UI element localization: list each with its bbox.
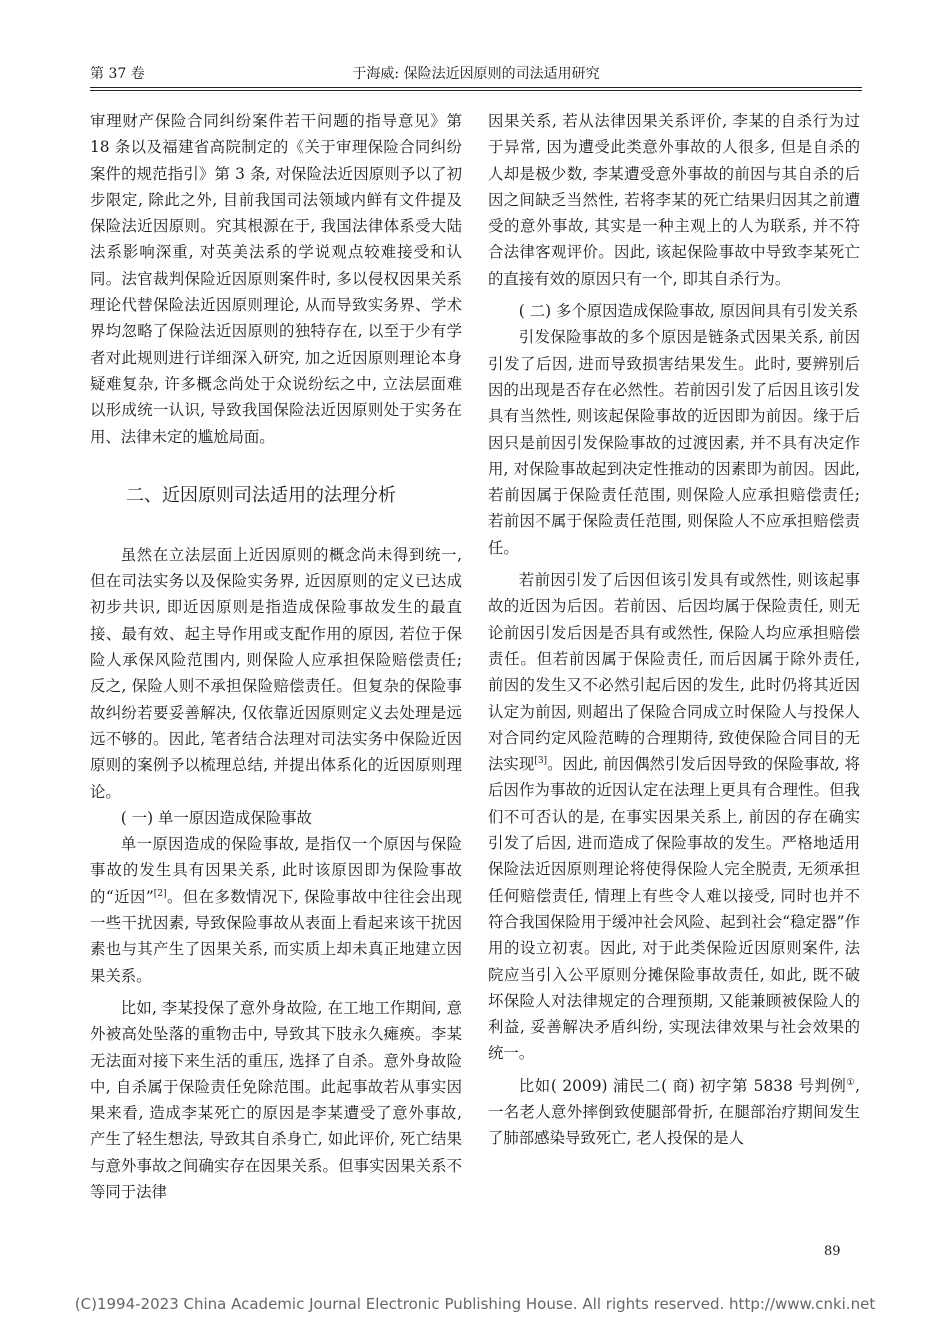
right-column — [488, 108, 860, 1152]
paragraph-text: 。因此, 前因偶然引发后因导致的保险事故, 将后因作为事故的近因认定在法理上更具有合理性。但我们不可否认的是, 在事实因果关系上, 前因的存在确实引发了后因, 进而造成了保险事故的发生。严格地适用保险法近因原则理论将使得保险人完全脱责, 无须承担任何赔偿责任, 情理上有些令人难以接受, 同时也并不符合我国保险用于缓冲社会风险、起到社会“稳定器”作用的设立初衷。因此, 对于此类保险近因原则案件, 法院应当引入公平原则分摊保险事故责任, 如此, 既不破坏保险人对法律规定的合理预期, 又能兼顾被保险人的利益, 妥善解决矛盾纠纷, 实现法律效果与社会效果的统一。 — [488, 755, 860, 1063]
paragraph — [488, 567, 860, 1067]
paragraph-text: 。但在多数情况下, 保险事故中往往会出现一些干扰因素, 导致保险事故从表面上看起来该干扰因素也与其产生了因果关系, 而实质上却未真正地建立因果关系。 — [90, 887, 462, 985]
paragraph-continued: 因果关系, 若从法律因果关系评价, 李某的自杀行为过于异常, 因为遭受此类意外事故的人很多, 但是自杀的人却是极少数, 李某遭受意外事故的前因与其自杀的后因之间缺乏当然性, 若将李某的死亡结果归因其之前遭受的意外事故, 其实是一种主观上的人为联系, 并不符合法律客观评价。因此, 该起保险事故中导致李某死亡的直接有效的原因只有一个, 即其自杀行为。 — [488, 112, 860, 288]
paragraph-text: 比如( 2009) 浦民二( 商) 初字第 5838 号判例 — [518, 1076, 847, 1095]
paragraph-text: 若前因引发了后因但该引发具有或然性, 则该起事故的近因为后因。若前因、后因均属于保险责任, 则无论前因引发后因是否具有或然性, 保险人均应承担赔偿责任。但若前因属于保险责任, 而后因属于除外责任, 前因的发生又不必然引起后因的发生, 此时仍将其近因认定为前因, 则超出了保险合同成立时保险人与投保人对合同约定风险范畴的合理期待, 致使保险合同目的无法实现 — [488, 571, 860, 774]
footnote-ref[interactable]: ① — [846, 1077, 856, 1088]
copyright-footer: (C)1994-2023 China Academic Journal Electronic Publishing House. All rights reserved. http://www.cnki.net — [74, 1295, 876, 1313]
subsection-heading: ( 一) 单一原因造成保险事故 — [120, 808, 312, 827]
header-rule-thin — [90, 90, 862, 91]
subsection-heading: ( 二) 多个原因造成保险事故, 原因间具有引发关系 — [518, 302, 859, 321]
left-column — [90, 108, 462, 1205]
paragraph-text: 单一原因造成的保险事故, 是指仅一个原因与保险事故的发生具有因果关系, 此时该原因即为保险事故的“近因” — [90, 835, 462, 906]
header-rule-thick — [90, 87, 862, 88]
paragraph-continued: 审理财产保险合同纠纷案件若干问题的指导意见》第 18 条以及福建省高院制定的《关于审理保险合同纠纷案件的规范指引》第 3 条, 对保险法近因原则予以了初步限定, 除此之外, 目前我国司法领域内鲜有文件提及保险法近因原则。究其根源在于, 我国法律体系受大陆法系影响深重, 对英美法系的学说观点较难接受和认同。法官裁判保险近因原则案件时, 多以侵权因果关系理论代替保险法近因原则理论, 从而导致实务界、学术界均忽略了保险法近因原则的独特存在, 以至于少有学者对此规则进行详细深入研究, 加之近因原则理论本身疑难复杂, 许多概念尚处于众说纷纭之中, 立法层面难以形成统一认识, 导致我国保险法近因原则处于实务在用、法律未定的尴尬局面。 — [90, 112, 462, 446]
paragraph: 虽然在立法层面上近因原则的概念尚未得到统一, 但在司法实务以及保险实务界, 近因原则的定义已达成初步共识, 即近因原则是指造成保险事故发生的最直接、最有效、起主导作用或支配作用的原因, 若位于保险人承保风险范围内, 则保险人应承担保险赔偿责任; 反之, 保险人则不承担保险赔偿责任。但复杂的保险事故纠纷若要妥善解决, 仅依靠近因原则定义去处理是远远不够的。因此, 笔者结合法理对司法实务中保险近因原则的案例予以梳理总结, 并提出体系化的近因原则理论。 — [90, 545, 462, 801]
citation-ref[interactable]: [3] — [534, 756, 548, 767]
running-title: 于海威: 保险法近因原则的司法适用研究 — [352, 66, 600, 82]
paragraph: 引发保险事故的多个原因是链条式因果关系, 前因引发了后因, 进而导致损害结果发生。此时, 要辨别后因的出现是否存在必然性。若前因引发了后因且该引发具有当然性, 则该起保险事故的近因即为前因。缘于后因只是前因引发保险事故的过渡因素, 并不具有决定作用, 对保险事故起到决定性推动的因素即为前因。因此, 若前因属于保险责任范围, 则保险人应承担赔偿责任; 若前因不属于保险责任范围, 则保险人不应承担赔偿责任。 — [488, 328, 860, 557]
citation-ref[interactable]: [2] — [153, 888, 167, 899]
paragraph-text: , 一名老人意外摔倒致使腿部骨折, 在腿部治疗期间发生了肺部感染导致死亡, 老人投保的是人 — [488, 1076, 860, 1148]
volume-label: 第 37 卷 — [90, 66, 145, 82]
page-number: 89 — [824, 1244, 841, 1259]
paragraph: 比如, 李某投保了意外身故险, 在工地工作期间, 意外被高处坠落的重物击中, 导致其下肢永久瘫痪。李某无法面对接下来生活的重压, 选择了自杀。意外身故险中, 自杀属于保险责任免除范围。此起事故若从事实因果来看, 造成李某死亡的原因是李某遭受了意外事故, 产生了轻生想法, 导致其自杀身亡, 如此评价, 死亡结果与意外事故之间确实存在因果关系。但事实因果关系不等同于法律 — [90, 998, 462, 1201]
paragraph — [488, 1073, 860, 1152]
paragraph — [90, 831, 462, 989]
section-heading: 二、近因原则司法适用的法理分析 — [126, 484, 396, 506]
running-header — [90, 64, 862, 86]
